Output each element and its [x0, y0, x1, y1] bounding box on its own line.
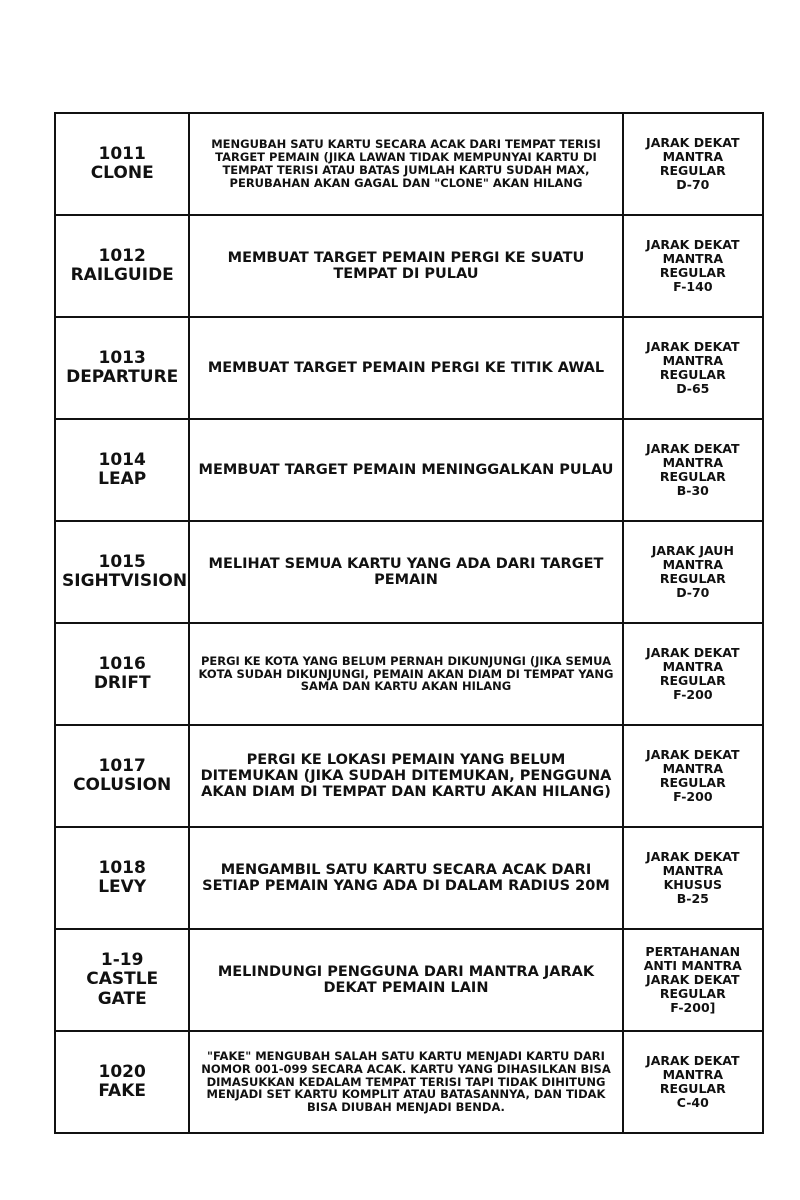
card-type-cell: [623, 623, 763, 725]
card-number: 1017: [98, 755, 146, 776]
card-range: JARAK DEKAT: [646, 747, 740, 762]
card-number: 1013: [98, 347, 146, 368]
card-category: MANTRA: [662, 251, 723, 266]
card-name-line2: GATE: [97, 988, 147, 1009]
card-kind: REGULAR: [659, 1081, 726, 1096]
card-name: CLONE: [90, 163, 154, 183]
card-number: 1011: [98, 143, 146, 164]
card-rank: F-200: [673, 687, 713, 702]
card-rank: B-30: [676, 483, 709, 498]
card-range: JARAK DEKAT: [646, 1053, 740, 1068]
table-row: [55, 827, 763, 929]
card-range: PERTAHANAN: [645, 944, 741, 959]
card-name: DEPARTURE: [66, 367, 179, 387]
card-description: "FAKE" MENGUBAH SALAH SATU KARTU MENJADI KARTU DARI NOMOR 001-099 SECARA ACAK. KARTU YANG DIHASILKAN BISA DIMASUKKAN KEDALAM TEMPAT TERISI TAPI TIDAK DIHITUNG MENJADI SET KARTU KOMPLIT ATAU BATASANNYA, DAN TIDAK BISA DIUBAH MENJADI BENDA.: [189, 1031, 622, 1133]
card-kind: REGULAR: [659, 673, 726, 688]
card-description: PERGI KE KOTA YANG BELUM PERNAH DIKUNJUNGI (JIKA SEMUA KOTA SUDAH DIKUNJUNGI, PEMAIN AKAN DIAM DI TEMPAT YANG SAMA DAN KARTU AKAN HILANG: [189, 623, 622, 725]
table-row: [55, 113, 763, 215]
card-category: MANTRA: [662, 455, 723, 470]
card-range: JARAK DEKAT: [646, 339, 740, 354]
table-row: [55, 521, 763, 623]
card-kind: JARAK DEKAT: [646, 972, 740, 987]
card-type-cell: [623, 929, 763, 1031]
card-kind: REGULAR: [659, 265, 726, 280]
card-number: 1020: [98, 1061, 146, 1082]
card-number: 1016: [98, 653, 146, 674]
card-kind: KHUSUS: [663, 877, 723, 892]
table-row: [55, 317, 763, 419]
card-category: MANTRA: [662, 557, 723, 572]
card-name: CASTLE: [86, 969, 159, 990]
card-table: [54, 112, 764, 1134]
table-row: [55, 623, 763, 725]
card-name: SIGHTVISION: [62, 571, 188, 591]
card-id-cell: [55, 521, 189, 623]
card-category: MANTRA REGULAR: [659, 353, 726, 382]
card-id-cell: [55, 419, 189, 521]
table-row: [55, 215, 763, 317]
card-id-cell: [55, 317, 189, 419]
card-range: JARAK DEKAT: [646, 441, 740, 456]
card-number: 1012: [98, 245, 146, 266]
table-row: [55, 419, 763, 521]
card-range: JARAK JAUH: [651, 543, 734, 558]
card-rank: D-70: [676, 585, 710, 600]
card-category: MANTRA: [662, 761, 723, 776]
card-type-cell: [623, 215, 763, 317]
card-description: MENGUBAH SATU KARTU SECARA ACAK DARI TEMPAT TERISI TARGET PEMAIN (JIKA LAWAN TIDAK MEMPUNYAI KARTU DI TEMPAT TERISI ATAU BATAS JUMLAH KARTU SUDAH MAX, PERUBAHAN AKAN GAGAL DAN "CLONE" AKAN HILANG: [189, 113, 622, 215]
card-name: LEAP: [98, 469, 147, 489]
card-id-cell: [55, 113, 189, 215]
card-kind: REGULAR: [659, 775, 726, 790]
card-range: JARAK DEKAT: [646, 645, 740, 660]
card-description: MEMBUAT TARGET PEMAIN MENINGGALKAN PULAU: [189, 419, 622, 521]
card-rank: F-140: [673, 279, 713, 294]
card-rank: F-200: [673, 789, 713, 804]
card-name: DRIFT: [93, 673, 151, 693]
card-type-cell: [623, 113, 763, 215]
card-number: 1-19: [100, 950, 144, 971]
card-kind-line2: REGULAR: [659, 986, 726, 1001]
card-name: RAILGUIDE: [70, 265, 174, 285]
table-row: [55, 1031, 763, 1133]
card-category: ANTI MANTRA: [643, 958, 742, 973]
card-number: 1015: [98, 551, 146, 572]
card-number: 1018: [98, 857, 146, 878]
card-category: MANTRA: [662, 863, 723, 878]
card-kind: REGULAR: [659, 469, 726, 484]
card-name: FAKE: [98, 1081, 146, 1101]
table-row: [55, 929, 763, 1031]
card-description: MEMBUAT TARGET PEMAIN PERGI KE TITIK AWAL: [189, 317, 622, 419]
card-description: MELIHAT SEMUA KARTU YANG ADA DARI TARGET PEMAIN: [189, 521, 622, 623]
card-id-cell: [55, 623, 189, 725]
card-kind: REGULAR: [659, 163, 726, 178]
card-description: MELINDUNGI PENGGUNA DARI MANTRA JARAK DEKAT PEMAIN LAIN: [189, 929, 622, 1031]
card-rank: B-25: [676, 891, 709, 906]
card-range: JARAK DEKAT: [646, 135, 740, 150]
card-category: MANTRA: [662, 149, 723, 164]
card-type-cell: [623, 521, 763, 623]
card-type-cell: [623, 317, 763, 419]
card-name: LEVY: [98, 877, 147, 897]
card-id-cell: [55, 827, 189, 929]
card-kind: REGULAR: [659, 571, 726, 586]
card-number: 1014: [98, 449, 146, 470]
card-type-cell: [623, 827, 763, 929]
card-range: JARAK DEKAT: [646, 237, 740, 252]
card-range: JARAK DEKAT: [646, 849, 740, 864]
card-type-cell: [623, 1031, 763, 1133]
card-rank: F-200]: [670, 1000, 716, 1015]
card-description: MENGAMBIL SATU KARTU SECARA ACAK DARI SETIAP PEMAIN YANG ADA DI DALAM RADIUS 20M: [189, 827, 622, 929]
card-description: PERGI KE LOKASI PEMAIN YANG BELUM DITEMUKAN (JIKA SUDAH DITEMUKAN, PENGGUNA AKAN DIAM DI TEMPAT DAN KARTU AKAN HILANG): [189, 725, 622, 827]
card-id-cell: [55, 929, 189, 1031]
card-rank: C-40: [676, 1095, 709, 1110]
card-id-cell: [55, 725, 189, 827]
card-category: MANTRA: [662, 1067, 723, 1082]
table-row: [55, 725, 763, 827]
card-id-cell: [55, 1031, 189, 1133]
card-type-cell: [623, 419, 763, 521]
card-name: COLUSION: [73, 775, 172, 795]
card-rank: D-65: [676, 381, 710, 396]
card-rank: D-70: [676, 177, 710, 192]
card-type-cell: [623, 725, 763, 827]
card-id-cell: [55, 215, 189, 317]
card-description: MEMBUAT TARGET PEMAIN PERGI KE SUATU TEMPAT DI PULAU: [189, 215, 622, 317]
card-category: MANTRA: [662, 659, 723, 674]
